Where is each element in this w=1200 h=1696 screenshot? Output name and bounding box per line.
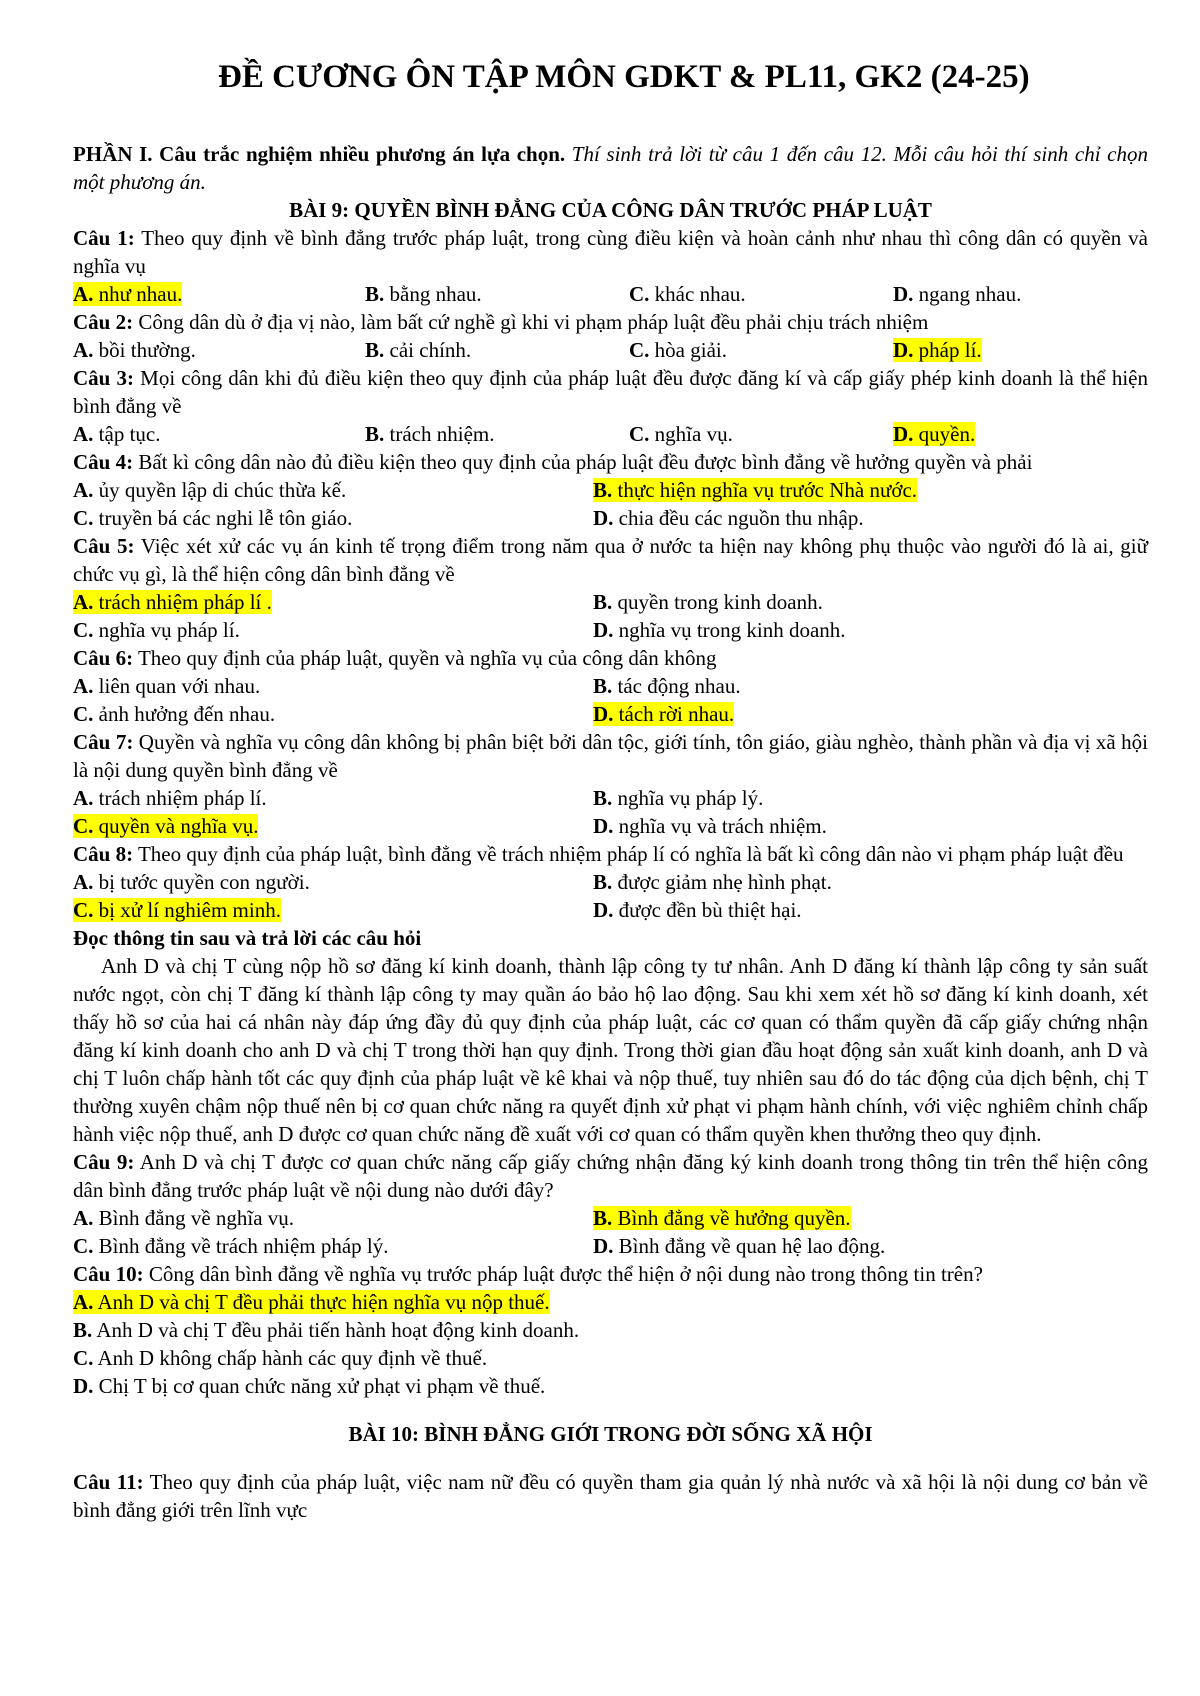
correct-answer-highlight: [593, 478, 917, 502]
question-label: Câu 8:: [73, 842, 134, 866]
answer-text: [365, 338, 471, 362]
options-row: [73, 588, 1148, 616]
lesson-10-heading: BÀI 10: BÌNH ĐẲNG GIỚI TRONG ĐỜI SỐNG XÃ HỘI: [348, 1422, 873, 1446]
option-text: ủy quyền lập di chúc thừa kế.: [93, 478, 347, 502]
question-label: Câu 7:: [73, 730, 134, 754]
option-letter: C.: [629, 422, 650, 446]
option-text: ngang nhau.: [913, 282, 1022, 306]
answer-option-c: [73, 896, 593, 924]
option-text: được giảm nhẹ hình phạt.: [612, 870, 832, 894]
answer-text: [73, 674, 260, 698]
question-text: Theo quy định của pháp luật, việc nam nữ đều có quyền tham gia quản lý nhà nước và xã hội là nội dung cơ bản về bình đẳng giới trên lĩnh vực: [73, 1470, 1148, 1522]
answer-option-d: [893, 420, 975, 448]
question-text: Anh D và chị T được cơ quan chức năng cấp giấy chứng nhận đăng ký kinh doanh trong thông tin trên thể hiện công dân bình đẳng trước pháp luật về nội dung nào dưới đây?: [73, 1150, 1148, 1202]
correct-answer-highlight: [73, 898, 281, 922]
option-text: tác động nhau.: [612, 674, 741, 698]
answer-option-c: [629, 336, 893, 364]
question-11: [73, 1468, 1148, 1524]
answer-option-c: [629, 280, 893, 308]
option-letter: A.: [73, 478, 94, 502]
part-intro-bold: PHẦN I. Câu trắc nghiệm nhiều phương án lựa chọn.: [73, 142, 566, 166]
option-letter: C.: [629, 338, 650, 362]
correct-answer-highlight: [73, 814, 258, 838]
option-letter: B.: [593, 1206, 613, 1230]
options-row: [73, 280, 1148, 308]
option-letter: C.: [73, 506, 94, 530]
option-letter: B.: [593, 590, 613, 614]
option-text: hòa giải.: [649, 338, 727, 362]
question-5: [73, 532, 1148, 588]
option-text: thực hiện nghĩa vụ trước Nhà nước.: [612, 478, 918, 502]
answer-text: [629, 282, 746, 306]
answer-text: [73, 702, 275, 726]
answer-option-b: [593, 672, 1113, 700]
answer-text: [73, 618, 240, 642]
answer-option-a: [73, 868, 593, 896]
correct-answer-highlight: [73, 590, 272, 614]
answer-text: [73, 870, 310, 894]
answer-text: [593, 898, 802, 922]
answer-text: [365, 282, 482, 306]
option-text: liên quan với nhau.: [93, 674, 261, 698]
correct-answer-highlight: [73, 1290, 550, 1314]
options-row: [73, 1372, 1148, 1400]
options-row: [73, 1344, 1148, 1372]
answer-text: [73, 1318, 579, 1342]
option-text: nghĩa vụ pháp lý.: [612, 786, 764, 810]
option-text: tập tục.: [93, 422, 161, 446]
option-text: Bình đẳng về quan hệ lao động.: [613, 1234, 886, 1258]
option-letter: A.: [73, 674, 94, 698]
answer-option-a: [73, 420, 365, 448]
answer-option-b: [365, 336, 629, 364]
question-label: Câu 3:: [73, 366, 134, 390]
part-intro: [73, 140, 1148, 196]
option-text: nghĩa vụ.: [649, 422, 733, 446]
options-row: [73, 784, 1148, 812]
reading-heading: Đọc thông tin sau và trả lời các câu hỏi: [73, 926, 422, 950]
answer-option-d: [593, 812, 1113, 840]
answer-text: [593, 814, 827, 838]
option-text: trách nhiệm pháp lí.: [93, 786, 267, 810]
option-letter: D.: [593, 814, 614, 838]
question-6: [73, 644, 1148, 672]
option-text: Bình đẳng về hưởng quyền.: [612, 1206, 851, 1230]
question-block-1: [73, 224, 1148, 924]
option-letter: B.: [593, 870, 613, 894]
option-text: như nhau.: [93, 282, 183, 306]
option-letter: D.: [593, 702, 614, 726]
option-text: bị tước quyền con người.: [93, 870, 310, 894]
option-letter: A.: [73, 422, 94, 446]
question-label: Câu 10:: [73, 1262, 144, 1286]
options-row: [73, 868, 1148, 896]
option-letter: B.: [365, 422, 385, 446]
question-label: Câu 1:: [73, 226, 135, 250]
option-text: Chị T bị cơ quan chức năng xử phạt vi phạm về thuế.: [93, 1374, 546, 1398]
answer-option-b: [593, 1204, 1113, 1232]
answer-option-b: [593, 476, 1113, 504]
answer-option-a: [73, 672, 593, 700]
option-text: truyền bá các nghi lễ tôn giáo.: [93, 506, 353, 530]
answer-text: [593, 1234, 885, 1258]
question-text: Công dân bình đẳng về nghĩa vụ trước pháp luật được thể hiện ở nội dung nào trong thông tin trên?: [143, 1262, 983, 1286]
options-row: [73, 1204, 1148, 1232]
answer-text: [593, 506, 864, 530]
answer-text: [73, 1206, 294, 1230]
answer-option-b: [365, 420, 629, 448]
answer-option-b: [593, 868, 1113, 896]
question-4: [73, 448, 1148, 476]
option-letter: B.: [593, 478, 613, 502]
question-label: Câu 6:: [73, 646, 134, 670]
answer-text: [73, 1374, 545, 1398]
correct-answer-highlight: [73, 282, 182, 306]
options-row: [73, 476, 1148, 504]
answer-text: [893, 282, 1021, 306]
correct-answer-highlight: [593, 1206, 851, 1230]
option-text: khác nhau.: [649, 282, 746, 306]
question-text: Theo quy định của pháp luật, quyền và nghĩa vụ của công dân không: [133, 646, 717, 670]
option-text: Anh D không chấp hành các quy định về thuế.: [93, 1346, 488, 1370]
answer-text: [629, 338, 727, 362]
question-label: Câu 11:: [73, 1470, 144, 1494]
answer-option-d: [893, 336, 982, 364]
option-letter: C.: [629, 282, 650, 306]
option-letter: B.: [593, 674, 613, 698]
option-text: nghĩa vụ và trách nhiệm.: [613, 814, 827, 838]
question-1: [73, 1148, 1148, 1204]
option-text: nghĩa vụ trong kinh doanh.: [613, 618, 846, 642]
answer-option-d: [593, 1232, 1113, 1260]
option-text: bị xử lí nghiêm minh.: [93, 898, 281, 922]
option-letter: D.: [593, 1234, 614, 1258]
options-row: [73, 1232, 1148, 1260]
option-letter: A.: [73, 590, 94, 614]
answer-text: [629, 422, 733, 446]
answer-option-c: [73, 504, 593, 532]
options-row: [73, 896, 1148, 924]
answer-option-a: [73, 784, 593, 812]
option-letter: C.: [73, 1234, 94, 1258]
answer-text: [593, 870, 832, 894]
options-row: [73, 1316, 1148, 1344]
option-text: được đền bù thiệt hại.: [613, 898, 802, 922]
answer-text: [73, 786, 267, 810]
option-text: Bình đẳng về trách nhiệm pháp lý.: [93, 1234, 389, 1258]
answer-option-a: [73, 588, 593, 616]
answer-option-b: [73, 1318, 579, 1342]
option-text: trách nhiệm pháp lí .: [93, 590, 272, 614]
answer-text: [73, 506, 352, 530]
answer-option-a: [73, 1290, 550, 1314]
question-2: [73, 1260, 1148, 1288]
option-text: Anh D và chị T đều phải tiến hành hoạt động kinh doanh.: [92, 1318, 580, 1342]
answer-option-d: [593, 700, 1113, 728]
answer-option-a: [73, 336, 365, 364]
options-row: [73, 504, 1148, 532]
option-text: Bình đẳng về nghĩa vụ.: [93, 1206, 295, 1230]
option-letter: D.: [893, 338, 914, 362]
document-title: ĐỀ CƯƠNG ÔN TẬP MÔN GDKT & PL11, GK2 (24-25): [218, 59, 1030, 95]
option-text: tách rời nhau.: [613, 702, 735, 726]
option-letter: C.: [73, 814, 94, 838]
question-text: Công dân dù ở địa vị nào, làm bất cứ nghề gì khi vi phạm pháp luật đều phải chịu trách nhiệm: [133, 310, 929, 334]
answer-option-d: [593, 896, 1113, 924]
options-row: [73, 672, 1148, 700]
answer-text: [365, 422, 494, 446]
option-text: cải chính.: [384, 338, 472, 362]
question-text: Theo quy định của pháp luật, bình đẳng về trách nhiệm pháp lí có nghĩa là bất kì công dân nào vi phạm pháp luật đều: [133, 842, 1124, 866]
answer-option-c: [629, 420, 893, 448]
option-text: Anh D và chị T đều phải thực hiện nghĩa vụ nộp thuế.: [93, 1290, 550, 1314]
option-text: bằng nhau.: [384, 282, 482, 306]
option-letter: D.: [593, 618, 614, 642]
options-row: [73, 1288, 1148, 1316]
option-letter: C.: [73, 618, 94, 642]
answer-text: [73, 1234, 389, 1258]
option-letter: B.: [73, 1318, 93, 1342]
part-intro-italic: Thí sinh trả lời từ câu 1 đến câu 12. Mỗi câu hỏi thí sinh chỉ chọn một phương án.: [73, 142, 1148, 194]
option-letter: A.: [73, 786, 94, 810]
reading-passage: Anh D và chị T cùng nộp hồ sơ đăng kí kinh doanh, thành lập công ty tư nhân. Anh D đăng kí thành lập công ty sản suất nước ngọt, còn chị T đăng kí thành lập công ty may quần áo bảo hộ lao động. Sau khi xem xét hồ sơ đăng kí kinh doanh, xét thấy hồ sơ của hai cá nhân này đáp ứng đầy đủ quy định của pháp luật, các cơ quan có thẩm quyền đã cấp giấy chứng nhận đăng kí kinh doanh cho anh D và chị T trong thời hạn quy định. Trong thời gian đầu hoạt động sản xuất kinh doanh, anh D và chị T luôn chấp hành tốt các quy định của pháp luật về kê khai và nộp thuế, tuy nhiên sau đó do tác động của dịch bệnh, chị T thường xuyên chậm nộp thuế nên bị cơ quan chức năng ra quyết định xử phạt vi phạm hành chính, với việc nghiêm chỉnh chấp hành việc nộp thuế, anh D được cơ quan chức năng đề xuất với cơ quan có thẩm quyền khen thưởng theo quy định.: [73, 954, 1148, 1146]
answer-option-c: [73, 1232, 593, 1260]
question-text: Quyền và nghĩa vụ công dân không bị phân biệt bởi dân tộc, giới tính, tôn giáo, giàu nghèo, thành phần và địa vị xã hội là nội dung quyền bình đẳng về: [73, 730, 1149, 782]
answer-text: [593, 674, 741, 698]
option-text: quyền trong kinh doanh.: [612, 590, 823, 614]
option-letter: A.: [73, 870, 94, 894]
answer-option-b: [593, 588, 1113, 616]
question-label: Câu 5:: [73, 534, 135, 558]
question-text: Theo quy định về bình đẳng trước pháp luật, trong cùng điều kiện và hoàn cảnh như nhau thì công dân có quyền và nghĩa vụ: [73, 226, 1148, 278]
correct-answer-highlight: [893, 422, 975, 446]
document-content: [73, 140, 1148, 1524]
answer-option-d: [593, 504, 1113, 532]
options-row: [73, 336, 1148, 364]
question-2: [73, 308, 1148, 336]
option-letter: C.: [73, 1346, 94, 1370]
options-row: [73, 812, 1148, 840]
answer-option-c: [73, 1346, 487, 1370]
option-letter: D.: [893, 282, 914, 306]
answer-option-d: [893, 280, 1021, 308]
answer-option-b: [365, 280, 629, 308]
question-8: [73, 840, 1148, 868]
lesson-9-heading: BÀI 9: QUYỀN BÌNH ĐẲNG CỦA CÔNG DÂN TRƯỚC PHÁP LUẬT: [289, 198, 932, 222]
answer-option-d: [593, 616, 1113, 644]
options-row: [73, 700, 1148, 728]
question-1: [73, 224, 1148, 280]
answer-option-d: [73, 1374, 545, 1398]
option-letter: C.: [73, 702, 94, 726]
question-block-2: [73, 1148, 1148, 1400]
question-label: Câu 2:: [73, 310, 134, 334]
correct-answer-highlight: [593, 702, 734, 726]
option-letter: D.: [73, 1374, 94, 1398]
answer-text: [73, 422, 160, 446]
option-text: pháp lí.: [913, 338, 982, 362]
question-text: Bất kì công dân nào đủ điều kiện theo quy định của pháp luật đều được bình đẳng về hưởng quyền và phải: [133, 450, 1033, 474]
options-row: [73, 420, 1148, 448]
option-letter: D.: [893, 422, 914, 446]
correct-answer-highlight: [893, 338, 982, 362]
option-text: bồi thường.: [93, 338, 196, 362]
answer-text: [593, 590, 823, 614]
answer-option-c: [73, 700, 593, 728]
question-text: Mọi công dân khi đủ điều kiện theo quy định của pháp luật đều được đăng kí và cấp giấy phép kinh doanh là thể hiện bình đẳng về: [73, 366, 1148, 418]
answer-text: [593, 786, 763, 810]
option-text: quyền.: [913, 422, 976, 446]
option-letter: D.: [593, 898, 614, 922]
option-letter: A.: [73, 1290, 94, 1314]
answer-option-a: [73, 1204, 593, 1232]
question-7: [73, 728, 1148, 784]
option-text: trách nhiệm.: [384, 422, 495, 446]
answer-text: [73, 478, 346, 502]
option-letter: A.: [73, 338, 94, 362]
answer-option-c: [73, 812, 593, 840]
answer-text: [73, 338, 196, 362]
answer-text: [73, 1346, 487, 1370]
option-text: quyền và nghĩa vụ.: [93, 814, 259, 838]
question-3: [73, 364, 1148, 420]
answer-text: [593, 618, 846, 642]
options-row: [73, 616, 1148, 644]
answer-option-b: [593, 784, 1113, 812]
option-letter: B.: [365, 338, 385, 362]
option-text: ảnh hưởng đến nhau.: [93, 702, 276, 726]
option-text: nghĩa vụ pháp lí.: [93, 618, 240, 642]
option-letter: C.: [73, 898, 94, 922]
option-letter: A.: [73, 282, 94, 306]
question-label: Câu 9:: [73, 1150, 135, 1174]
answer-option-c: [73, 616, 593, 644]
option-letter: A.: [73, 1206, 94, 1230]
option-letter: B.: [593, 786, 613, 810]
option-letter: D.: [593, 506, 614, 530]
question-text: Việc xét xử các vụ án kinh tế trọng điểm trong năm qua ở nước ta hiện nay không phụ thuộc vào người đó là ai, giữ chức vụ gì, là thể hiện công dân bình đẳng về: [73, 534, 1148, 586]
option-text: chia đều các nguồn thu nhập.: [613, 506, 864, 530]
answer-option-a: [73, 476, 593, 504]
answer-option-a: [73, 280, 365, 308]
option-letter: B.: [365, 282, 385, 306]
question-label: Câu 4:: [73, 450, 134, 474]
